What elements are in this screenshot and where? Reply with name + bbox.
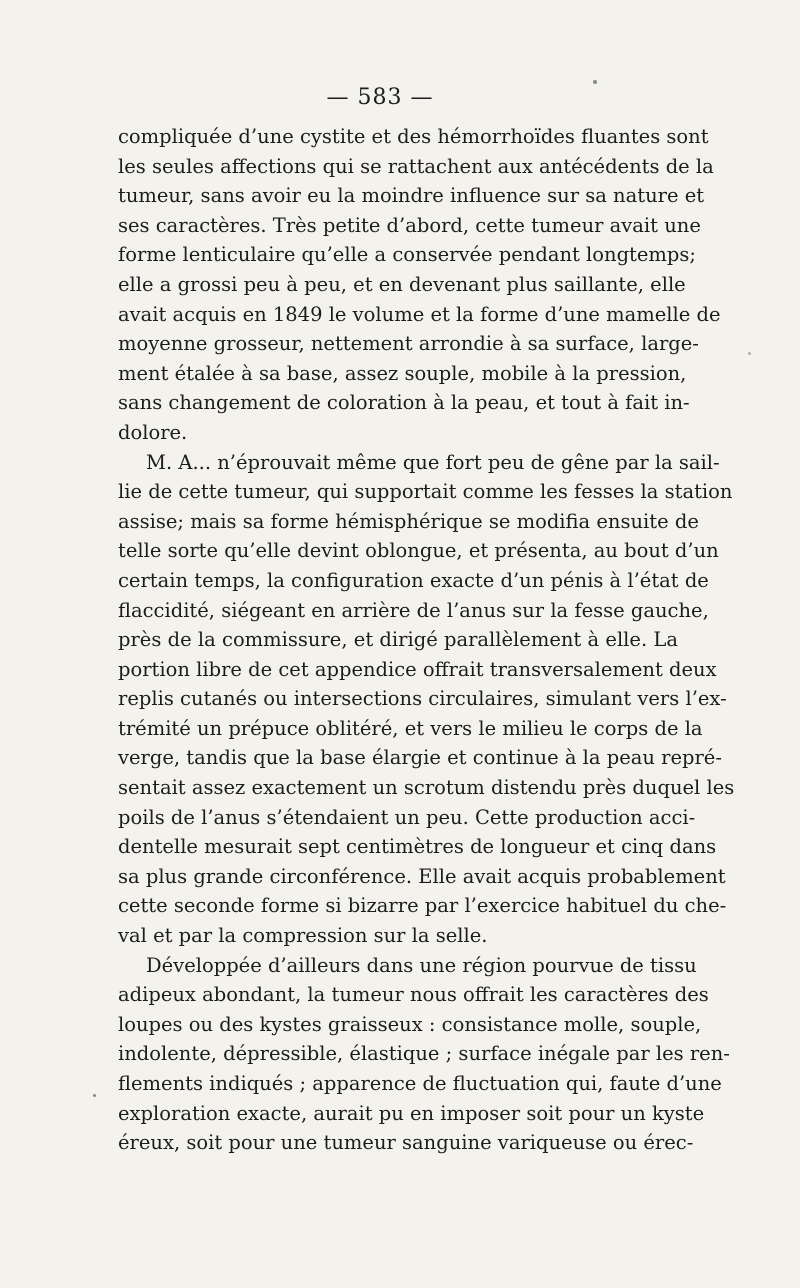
paper-speck <box>593 80 597 84</box>
text-line: verge, tandis que la base élargie et continue à la peau repré- <box>118 746 722 770</box>
text-line: val et par la compression sur la selle. <box>118 924 488 948</box>
text-line: loupes ou des kystes graisseux : consistance molle, souple, <box>118 1012 702 1036</box>
paragraph-2 <box>118 448 735 951</box>
text-line: exploration exacte, aurait pu en imposer soit pour un kyste <box>118 1101 705 1125</box>
text-line: dolore. <box>118 420 188 444</box>
text-line: flements indiqués ; apparence de fluctuation qui, faute d’une <box>118 1072 722 1095</box>
text-line: ment étalée à sa base, assez souple, mobile à la pression, <box>118 361 687 385</box>
text-line: M. A... n’éprouvait même que fort peu de gêne par la sail- <box>146 450 720 474</box>
text-line: sentait assez exactement un scrotum distendu près duquel les <box>118 776 735 800</box>
text-line: flaccidité, siégeant en arrière de l’anus sur la fesse gauche, <box>118 598 709 622</box>
text-line: ses caractères. Très petite d’abord, cette tumeur avait une <box>118 213 701 237</box>
text-line: tumeur, sans avoir eu la moindre influence sur sa nature et <box>118 184 705 208</box>
text-line: adipeux abondant, la tumeur nous offrait les caractères des <box>118 983 709 1007</box>
text-line: telle sorte qu’elle devint oblongue, et présenta, au bout d’un <box>118 539 719 563</box>
text-line: indolente, dépressible, élastique ; surface inégale par les ren- <box>118 1042 730 1066</box>
page-number: — 583 — <box>326 85 434 110</box>
text-line: assise; mais sa forme hémisphérique se modifia ensuite de <box>118 509 699 533</box>
text-line: poils de l’anus s’étendaient un peu. Cette production acci- <box>118 805 696 829</box>
body-text <box>118 122 735 1158</box>
text-line: avait acquis en 1849 le volume et la forme d’une mamelle de <box>118 302 721 326</box>
text-line: moyenne grosseur, nettement arrondie à sa surface, large- <box>118 332 699 356</box>
text-line: replis cutanés ou intersections circulaires, simulant vers l’ex- <box>118 687 727 711</box>
text-line: Développée d’ailleurs dans une région pourvue de tissu <box>146 953 697 977</box>
text-line: sans changement de coloration à la peau, et tout à fait in- <box>118 391 690 415</box>
text-line: forme lenticulaire qu’elle a conservée pendant longtemps; <box>118 243 696 267</box>
text-line: les seules affections qui se rattachent aux antécédents de la <box>118 154 714 178</box>
text-line: elle a grossi peu à peu, et en devenant plus saillante, elle <box>118 272 686 296</box>
text-line: éreux, soit pour une tumeur sanguine variqueuse ou érec- <box>118 1131 694 1155</box>
paper-speck <box>93 1094 96 1097</box>
text-line: près de la commissure, et dirigé parallèlement à elle. La <box>118 628 678 652</box>
text-line: dentelle mesurait sept centimètres de longueur et cinq dans <box>118 835 717 859</box>
text-line: trémité un prépuce oblitéré, et vers le milieu le corps de la <box>118 716 703 740</box>
text-line: lie de cette tumeur, qui supportait comme les fesses la station <box>118 480 733 504</box>
paragraph-1 <box>118 122 721 448</box>
paper-speck <box>748 352 751 355</box>
text-line: cette seconde forme si bizarre par l’exercice habituel du che- <box>118 894 727 918</box>
paragraph-3 <box>118 951 730 1158</box>
text-line: certain temps, la configuration exacte d’un pénis à l’état de <box>118 568 709 592</box>
text-line: portion libre de cet appendice offrait transversalement deux <box>118 657 717 681</box>
text-line: compliquée d’une cystite et des hémorrhoïdes fluantes sont <box>118 125 709 148</box>
text-line: sa plus grande circonférence. Elle avait acquis probablement <box>118 864 726 888</box>
